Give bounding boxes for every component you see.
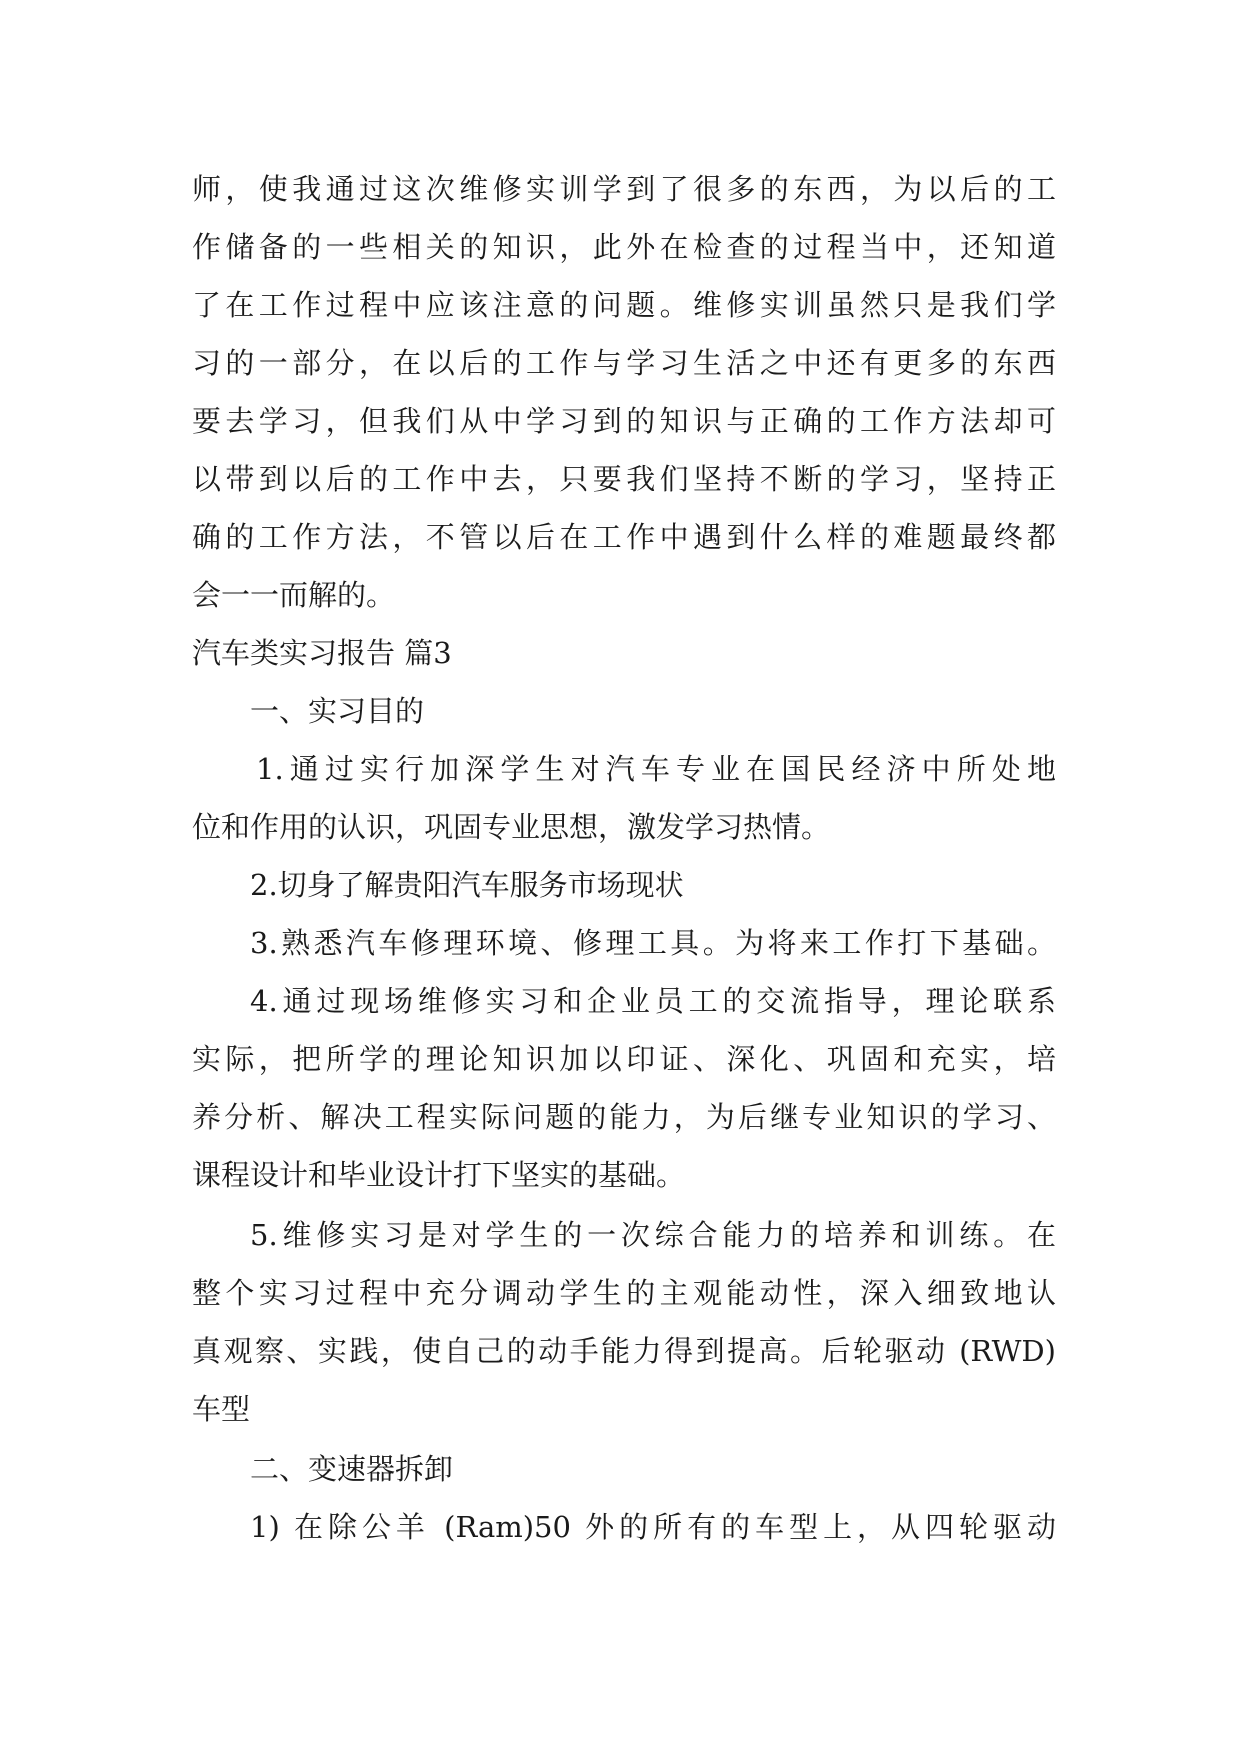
paragraph-line: 师，使我通过这次维修实训学到了很多的东西，为以后的工 (192, 172, 1056, 206)
paragraph-line: 习的一部分，在以后的工作与学习生活之中还有更多的东西 (192, 346, 1056, 380)
paragraph-line: 会一一而解的。 (192, 578, 396, 612)
list-item-2: 2.切身了解贵阳汽车服务市场现状 (250, 868, 684, 902)
list-item-line: 4.通过现场维修实习和企业员工的交流指导，理论联系 (250, 984, 1056, 1018)
list-item-line: 1.通过实行加深学生对汽车专业在国民经济中所处地 (256, 752, 1056, 786)
heading-transmission-removal: 二、变速器拆卸 (250, 1452, 454, 1486)
list-item-line: 5.维修实习是对学生的一次综合能力的培养和训练。在 (250, 1218, 1056, 1252)
continuation-paragraph (192, 160, 1056, 624)
list-item-line: 车型 (192, 1392, 251, 1426)
list-item-line: 养分析、解决工程实际问题的能力，为后继专业知识的学习、 (192, 1100, 1056, 1134)
paragraph-line: 了在工作过程中应该注意的问题。维修实训虽然只是我们学 (192, 288, 1056, 322)
list-item-line: 实际，把所学的理论知识加以印证、深化、巩固和充实，培 (192, 1042, 1056, 1076)
list-item-line: 课程设计和毕业设计打下坚实的基础。 (192, 1158, 686, 1192)
list-item-line: 真观察、实践，使自己的动手能力得到提高。后轮驱动 (RWD) (192, 1334, 1056, 1368)
paragraph-line: 确的工作方法，不管以后在工作中遇到什么样的难题最终都 (192, 520, 1056, 554)
list-item-4 (192, 972, 1056, 1204)
list-item-1 (192, 740, 1056, 856)
list-item-3: 3.熟悉汽车修理环境、修理工具。为将来工作打下基础。 (250, 926, 1056, 960)
paragraph-line: 作储备的一些相关的知识，此外在检查的过程当中，还知道 (192, 230, 1056, 264)
section-title: 汽车类实习报告 篇3 (192, 636, 452, 670)
paragraph-line: 要去学习，但我们从中学习到的知识与正确的工作方法却可 (192, 404, 1056, 438)
list-item-line: 位和作用的认识，巩固专业思想，激发学习热情。 (192, 810, 831, 844)
document-body (192, 160, 1056, 1556)
heading-objectives: 一、实习目的 (250, 694, 425, 728)
list-item-line: 整个实习过程中充分调动学生的主观能动性，深入细致地认 (192, 1276, 1056, 1310)
list-item-5 (192, 1206, 1056, 1438)
step-1: 1) 在除公羊 (Ram)50 外的所有的车型上，从四轮驱动 (250, 1510, 1056, 1544)
paragraph-line: 以带到以后的工作中去，只要我们坚持不断的学习，坚持正 (192, 462, 1056, 496)
